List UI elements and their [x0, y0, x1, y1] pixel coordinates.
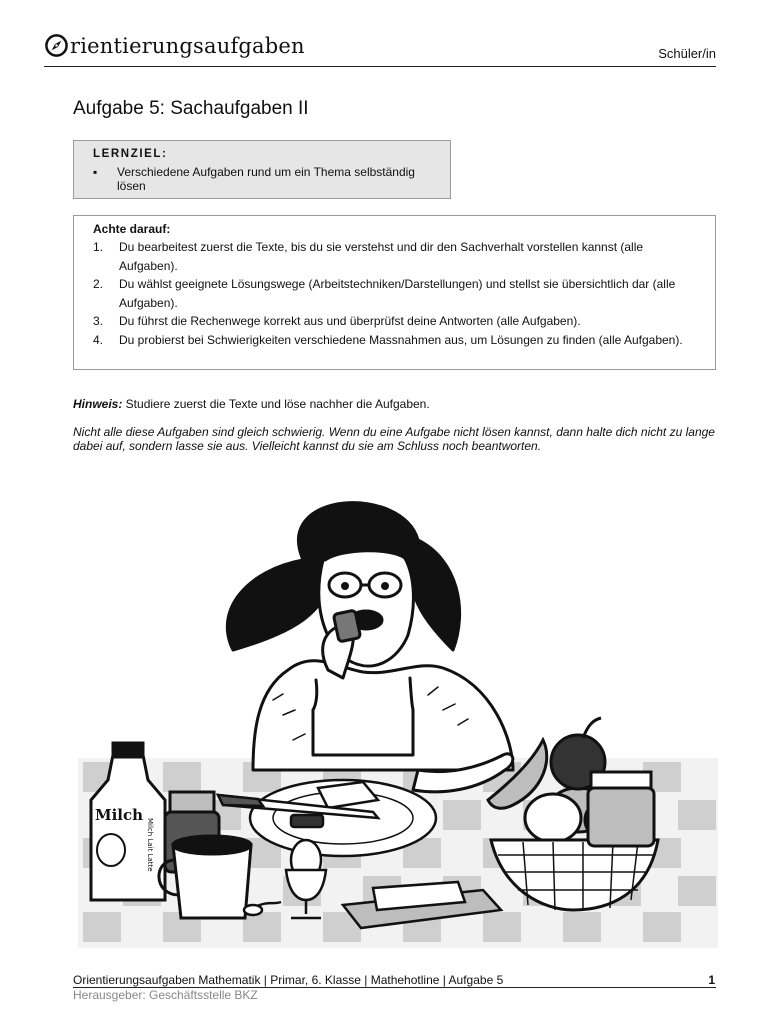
list-item-text: Du wählst geeignete Lösungswege (Arbeitstechniken/Darstellungen) und stellst sie übersichtlich dar (alle Aufgaben). — [119, 277, 676, 310]
intro-paragraph: Nicht alle diese Aufgaben sind gleich schwierig. Wenn du eine Aufgabe nicht lösen kannst, dann halte dich nicht zu lange dabei auf, sondern lasse sie aus. Vielleicht kannst du sie am Schluss noch beantworten. — [73, 425, 715, 453]
list-item — [93, 312, 698, 331]
attention-box — [73, 215, 716, 370]
milk-small-label: Milch Lait Latte — [146, 818, 154, 872]
list-item — [93, 331, 698, 350]
page-number: 1 — [708, 973, 715, 987]
compass-icon — [44, 33, 69, 58]
list-item-text: Du bearbeitest zuerst die Texte, bis du sie verstehst und dir den Sachverhalt vorstellen kannst (alle Aufgaben). — [119, 240, 644, 273]
footer-publisher: Herausgeber: Geschäftsstelle BKZ — [73, 988, 258, 1002]
list-item-number: 2. — [93, 277, 104, 291]
learning-goal-box — [73, 140, 451, 199]
girl-figure — [227, 503, 513, 792]
footer-series: Orientierungsaufgaben Mathematik | Primar, 6. Klasse | Mathehotline | Aufgabe 5 — [73, 973, 504, 987]
page-header — [44, 30, 716, 67]
list-item-number: 1. — [93, 240, 104, 254]
list-item-number: 3. — [93, 314, 104, 328]
page-title: Aufgabe 5: Sachaufgaben II — [73, 98, 309, 119]
list-item-text: Du probierst bei Schwierigkeiten verschiedene Massnahmen aus, um Lösungen zu finden (alle Aufgaben). — [119, 332, 683, 347]
attention-list — [93, 238, 698, 349]
hint-text: Studiere zuerst die Texte und löse nachher die Aufgaben. — [122, 397, 430, 411]
learning-goal-item — [93, 165, 433, 193]
attention-heading: Achte darauf: — [93, 222, 171, 236]
hint-paragraph — [73, 397, 430, 411]
list-item-text: Du führst die Rechenwege korrekt aus und überprüfst deine Antworten (alle Aufgaben). — [119, 314, 581, 328]
list-item — [93, 238, 698, 275]
bullet-icon: ▪ — [93, 165, 98, 179]
list-item-number: 4. — [93, 332, 104, 347]
brand-logo — [44, 33, 305, 58]
hint-label: Hinweis: — [73, 397, 123, 411]
breakfast-illustration — [73, 500, 723, 950]
learning-goal-heading: LERNZIEL: — [93, 148, 168, 160]
milk-label: Milch — [95, 806, 144, 824]
list-item — [93, 275, 698, 312]
brand-name: rientierungsaufgaben — [70, 33, 305, 58]
audience-label: Schüler/in — [658, 46, 716, 61]
learning-goal-text: Verschiedene Aufgaben rund um ein Thema selbständig lösen — [117, 165, 415, 193]
